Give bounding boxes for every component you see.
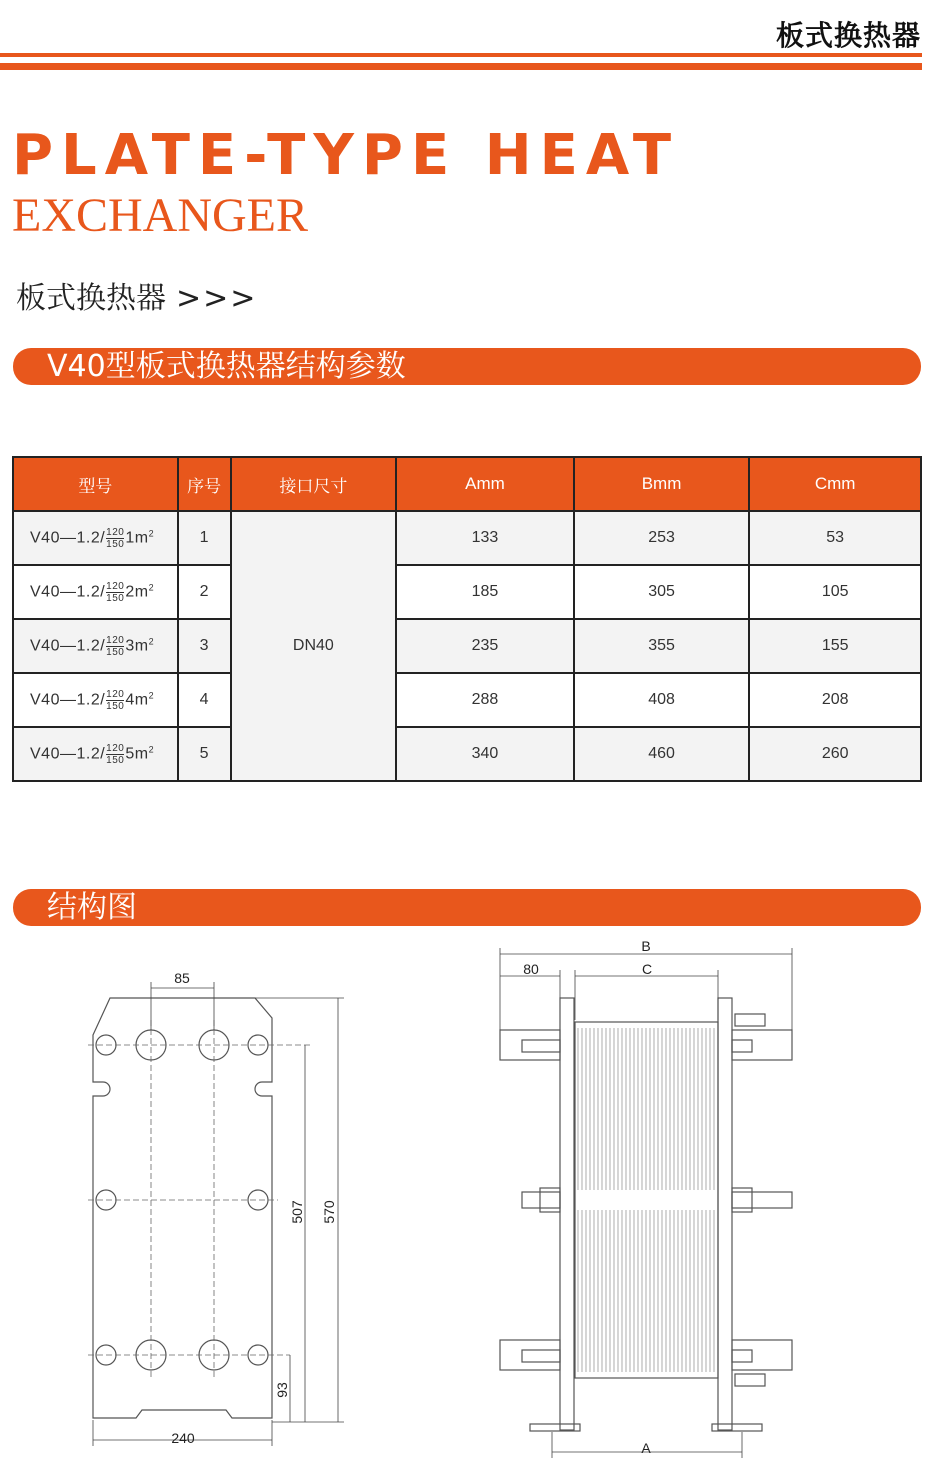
- table-header-row: [13, 457, 921, 511]
- subtitle-arrows: >>>: [176, 281, 258, 316]
- hero-subtitle: [16, 273, 257, 317]
- fraction-num: 120: [106, 634, 125, 646]
- header-model: 型号: [13, 457, 178, 511]
- spec-table: [12, 456, 922, 782]
- model-suffix: 3m: [125, 637, 149, 655]
- cell-interface: DN40: [231, 511, 397, 781]
- side-dimension-lines: [500, 948, 792, 1458]
- model-sup: 2: [148, 527, 155, 538]
- model-sup: 2: [148, 689, 155, 700]
- cell-c: 105: [749, 565, 921, 619]
- dim-85: 85: [174, 970, 190, 986]
- cell-c: 53: [749, 511, 921, 565]
- model-suffix: 5m: [125, 745, 149, 763]
- cell-no: 3: [178, 619, 231, 673]
- model-prefix: V40—1.2/: [30, 583, 106, 601]
- plate-dimension-lines: [93, 982, 344, 1446]
- cell-a: 340: [396, 727, 574, 781]
- table-row: [13, 619, 921, 673]
- fraction-den: 150: [106, 700, 125, 712]
- cell-no: 5: [178, 727, 231, 781]
- dim-b: B: [641, 938, 651, 954]
- cell-no: 1: [178, 511, 231, 565]
- cell-b: 355: [574, 619, 750, 673]
- fraction-den: 150: [106, 538, 125, 550]
- plate-pack-lines: [578, 1028, 714, 1372]
- model-prefix: V40—1.2/: [30, 637, 106, 655]
- fraction-num: 120: [106, 688, 125, 700]
- fraction-num: 120: [106, 742, 125, 754]
- cell-c: 208: [749, 673, 921, 727]
- model-sup: 2: [148, 635, 155, 646]
- fraction-den: 150: [106, 646, 125, 658]
- cell-no: 2: [178, 565, 231, 619]
- cell-b: 460: [574, 727, 750, 781]
- fraction-den: 150: [106, 592, 125, 604]
- dim-c: C: [641, 961, 653, 977]
- cell-no: 4: [178, 673, 231, 727]
- dim-240: 240: [171, 1430, 195, 1446]
- cell-a: 235: [396, 619, 574, 673]
- cell-a: 185: [396, 565, 574, 619]
- brand-label: 板式换热器: [775, 19, 921, 52]
- model-fraction: [106, 689, 124, 712]
- dim-93: 93: [274, 1382, 290, 1398]
- table-row: [13, 727, 921, 781]
- cell-model: [13, 565, 178, 619]
- cell-model: [13, 673, 178, 727]
- model-prefix: V40—1.2/: [30, 529, 106, 547]
- header-interface: 接口尺寸: [231, 457, 397, 511]
- cell-c: 155: [749, 619, 921, 673]
- cell-b: 305: [574, 565, 750, 619]
- model-sup: 2: [148, 743, 155, 754]
- model-sup: 2: [148, 581, 155, 592]
- cell-b: 253: [574, 511, 750, 565]
- model-fraction: [106, 527, 124, 550]
- table-row: [13, 511, 921, 565]
- header-rule-thick: [0, 63, 922, 70]
- section-bar-parameters: V40型板式换热器结构参数: [13, 348, 921, 385]
- model-fraction: [106, 635, 124, 658]
- model-fraction: [106, 743, 124, 766]
- dim-a: A: [641, 1440, 651, 1456]
- cell-a: 288: [396, 673, 574, 727]
- cell-model: [13, 727, 178, 781]
- cell-c: 260: [749, 727, 921, 781]
- cell-model: [13, 619, 178, 673]
- model-suffix: 2m: [125, 583, 149, 601]
- hero-title-line1: PLATE-TYPE HEAT: [12, 123, 680, 188]
- table-row: [13, 673, 921, 727]
- structure-drawing: [0, 930, 930, 1472]
- dim-507: 507: [289, 1200, 305, 1224]
- table-row: [13, 565, 921, 619]
- header-b: Bmm: [574, 457, 750, 511]
- cell-model: [13, 511, 178, 565]
- model-suffix: 1m: [125, 529, 149, 547]
- fraction-den: 150: [106, 754, 125, 766]
- hero-title-line2: EXCHANGER: [12, 189, 308, 242]
- model-suffix: 4m: [125, 691, 149, 709]
- fraction-num: 120: [106, 580, 125, 592]
- model-prefix: V40—1.2/: [30, 745, 106, 763]
- dim-80: 80: [523, 961, 539, 977]
- header-c: Cmm: [749, 457, 921, 511]
- cell-b: 408: [574, 673, 750, 727]
- header-a: Amm: [396, 457, 574, 511]
- cell-a: 133: [396, 511, 574, 565]
- dim-570: 570: [321, 1200, 337, 1224]
- subtitle-text: 板式换热器: [16, 281, 166, 316]
- section-bar-structure: 结构图: [13, 889, 921, 926]
- header-no: 序号: [178, 457, 231, 511]
- model-prefix: V40—1.2/: [30, 691, 106, 709]
- model-fraction: [106, 581, 124, 604]
- fraction-num: 120: [106, 526, 125, 538]
- header-rule-thin: [0, 53, 922, 57]
